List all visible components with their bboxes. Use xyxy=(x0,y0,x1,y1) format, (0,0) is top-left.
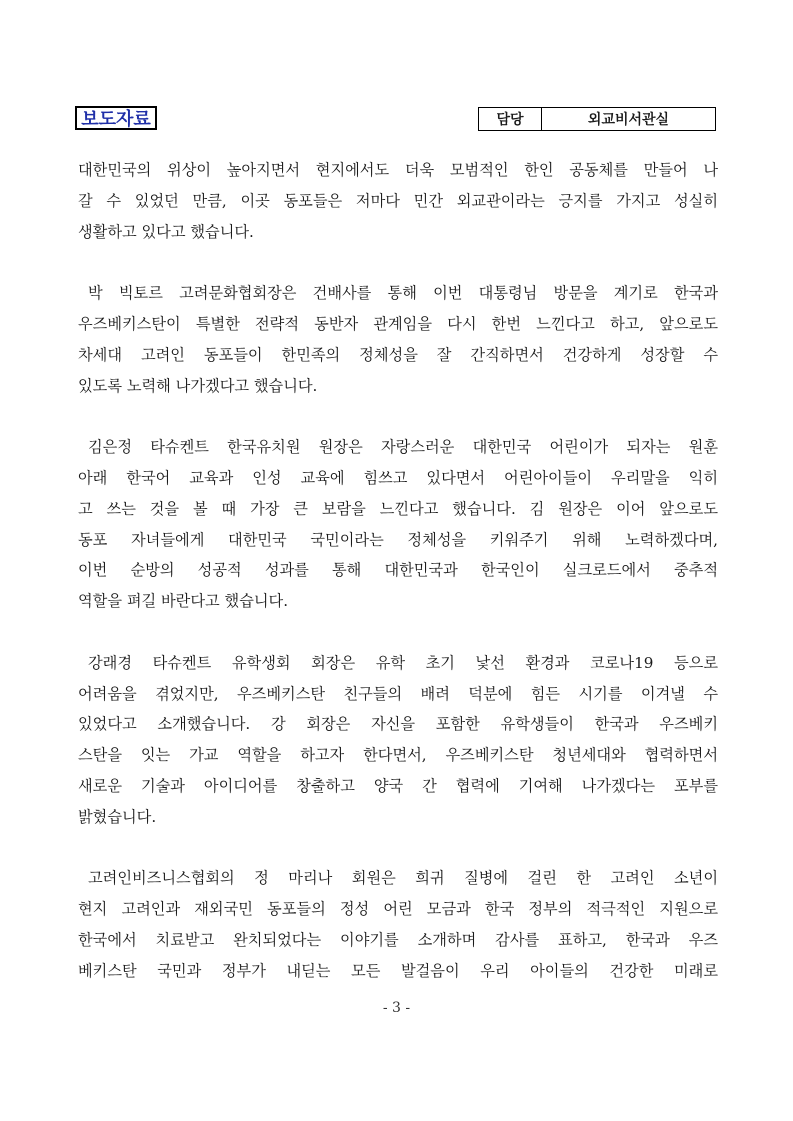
text-line: 강래경 타슈켄트 유학생회 회장은 유학 초기 낯선 환경과 코로나19 등으로 xyxy=(88,653,718,672)
text-line: 있도록 노력해 나가겠다고 했습니다. xyxy=(78,376,318,395)
text-line: 갈 수 있었던 만큼, 이곳 동포들은 저마다 민간 외교관이라는 긍지를 가지고 성실히 xyxy=(78,191,718,210)
contact-key: 담당 xyxy=(479,108,542,130)
text-line: 이번 순방의 성공적 성과를 통해 대한민국과 한국인이 실크로드에서 중추적 xyxy=(78,561,718,580)
contact-table xyxy=(478,107,716,131)
paragraph xyxy=(78,648,718,833)
text-line: 동포 자녀들에게 대한민국 국민이라는 정체성을 키워주기 위해 노력하겠다며, xyxy=(78,530,718,549)
text-line: 생활하고 있다고 했습니다. xyxy=(78,222,254,241)
text-line: 새로운 기술과 아이디어를 창출하고 양국 간 협력에 기여해 나가겠다는 포부를 xyxy=(78,776,718,795)
press-release-label: 보도자료 xyxy=(75,106,157,130)
paragraph xyxy=(78,155,718,247)
paragraph xyxy=(78,278,718,401)
text-line: 어려움을 겪었지만, 우즈베키스탄 친구들의 배려 덕분에 힘든 시기를 이겨낼 수 xyxy=(78,684,718,703)
text-line: 밝혔습니다. xyxy=(78,807,157,826)
text-line: 박 빅토르 고려문화협회장은 건배사를 통해 이번 대통령님 방문을 계기로 한국과 xyxy=(88,284,718,303)
text-line: 한국에서 치료받고 완치되었다는 이야기를 소개하며 감사를 표하고, 한국과 우즈 xyxy=(78,930,718,949)
text-line: 고 쓰는 것을 볼 때 가장 큰 보람을 느낀다고 했습니다. 김 원장은 이어 앞으로도 xyxy=(78,499,718,518)
document-body xyxy=(78,155,718,1017)
text-line: 김은정 타슈켄트 한국유치원 원장은 자랑스러운 대한민국 어린이가 되자는 원훈 xyxy=(88,438,718,457)
text-line: 역할을 펴길 바란다고 했습니다. xyxy=(78,592,289,611)
text-line: 고려인비즈니스협회의 정 마리나 회원은 희귀 질병에 걸린 한 고려인 소년이 xyxy=(88,869,718,888)
paragraph xyxy=(78,432,718,617)
paragraph xyxy=(78,863,718,986)
text-line: 스탄을 잇는 가교 역할을 하고자 한다면서, 우즈베키스탄 청년세대와 협력하면서 xyxy=(78,746,718,765)
text-line: 베키스탄 국민과 정부가 내딛는 모든 발걸음이 우리 아이들의 건강한 미래로 xyxy=(78,961,718,980)
text-line: 대한민국의 위상이 높아지면서 현지에서도 더욱 모범적인 한인 공동체를 만들어 나 xyxy=(78,161,718,179)
text-line: 현지 고려인과 재외국민 동포들의 정성 어린 모금과 한국 정부의 적극적인 지원으로 xyxy=(78,900,718,919)
page-number: - 3 - xyxy=(382,1000,411,1016)
text-line: 아래 한국어 교육과 인성 교육에 힘쓰고 있다면서 어린아이들이 우리말을 익히 xyxy=(78,468,718,487)
text-line: 차세대 고려인 동포들이 한민족의 정체성을 잘 간직하면서 건강하게 성장할 수 xyxy=(78,345,718,364)
text-line: 있었다고 소개했습니다. 강 회장은 자신을 포함한 유학생들이 한국과 우즈베키 xyxy=(78,715,718,734)
contact-value: 외교비서관실 xyxy=(587,112,670,128)
text-line: 우즈베키스탄이 특별한 전략적 동반자 관계임을 다시 한번 느낀다고 하고, 앞으로도 xyxy=(78,314,718,333)
